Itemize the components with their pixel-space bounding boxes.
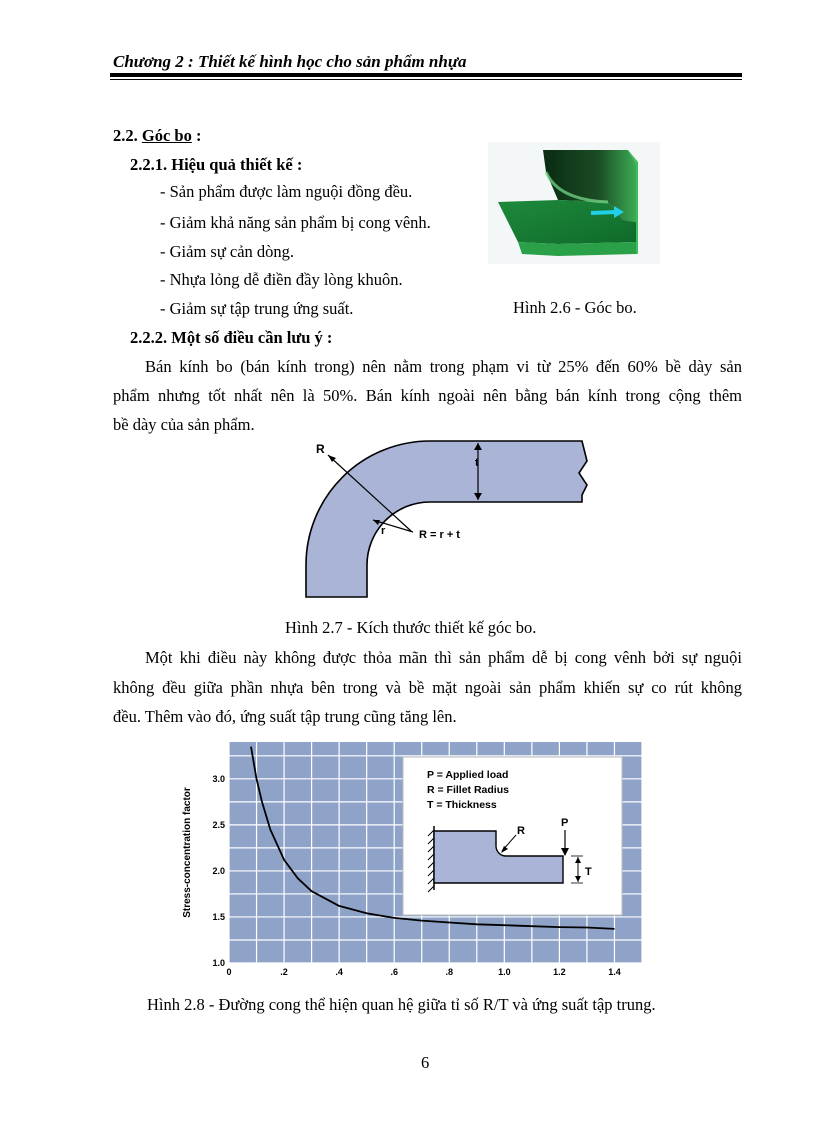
section-colon: : xyxy=(195,126,202,145)
fig-2-8-caption: Hình 2.8 - Đường cong thể hiện quan hệ giữa tỉ số R/T và ứng suất tập trung. xyxy=(147,995,656,1014)
bullet-item: - Giảm sự cản dòng. xyxy=(160,242,295,261)
y-tick-label: 3.0 xyxy=(212,773,225,784)
inset-label-R: R xyxy=(517,825,525,837)
chart-inset xyxy=(403,757,622,915)
inset-label-P: P xyxy=(561,817,569,829)
x-tick-label: 1.0 xyxy=(498,967,511,977)
label-r: r xyxy=(381,525,386,537)
y-tick-label: 1.0 xyxy=(212,958,225,968)
paragraph-line: Một khi điều này không được thỏa mãn thì sản phẩm dễ bị cong vênh bởi sự nguội xyxy=(145,648,742,667)
paragraph-line: không đều giữa phần nhựa bên trong và bề mặt ngoài sản phẩm khiến sự co rút không xyxy=(113,678,742,697)
label-t: t xyxy=(475,457,479,469)
x-tick-label: 1.2 xyxy=(553,967,566,977)
fig-2-8-chart xyxy=(173,738,648,980)
legend-line: T = Thickness xyxy=(427,799,497,811)
x-tick-label: .6 xyxy=(390,967,398,977)
x-tick-label: .8 xyxy=(445,967,454,977)
subsection-2-title: 2.2.2. Một số điều cần lưu ý : xyxy=(130,328,333,347)
bullet-item: - Giảm khả năng sản phẩm bị cong vênh. xyxy=(160,213,431,232)
fig-2-6-fillet-image xyxy=(488,142,660,264)
paragraph-line: đều. Thêm vào đó, ứng suất tập trung cũng tăng lên. xyxy=(113,707,457,726)
inset-label-T: T xyxy=(585,866,592,878)
x-tick-label: .2 xyxy=(280,967,288,977)
bullet-item: - Giảm sự tập trung ứng suất. xyxy=(160,299,354,318)
fig-2-7-caption: Hình 2.7 - Kích thước thiết kế góc bo. xyxy=(285,618,537,637)
x-tick-label: 0 xyxy=(226,967,232,977)
legend-line: P = Applied load xyxy=(427,769,509,781)
y-axis-label: Stress-concentration factor xyxy=(182,787,193,918)
fig-2-7-diagram xyxy=(285,425,618,609)
y-tick-label: 2.5 xyxy=(212,819,225,830)
paragraph-line: phẩm nhưng tốt nhất nên là 50%. Bán kính ngoài nên bằng bán kính trong cộng thêm xyxy=(113,386,742,405)
label-formula: R = r + t xyxy=(419,529,460,541)
x-tick-label: 1.4 xyxy=(608,967,621,977)
bullet-item: - Nhựa lỏng dễ điền đầy lòng khuôn. xyxy=(160,270,403,289)
x-tick-label: .4 xyxy=(335,967,343,977)
page-number: 6 xyxy=(421,1053,430,1072)
section-heading xyxy=(113,128,201,145)
header-rule-thin xyxy=(110,79,742,80)
y-tick-label: 2.0 xyxy=(212,865,225,876)
y-tick-label: 1.5 xyxy=(212,911,225,922)
bullet-item: - Sản phẩm được làm nguội đồng đều. xyxy=(160,182,413,201)
header-rule-thick xyxy=(110,73,742,77)
paragraph-line: Bán kính bo (bán kính trong) nên nằm trong phạm vi từ 25% đến 60% bề dày sản xyxy=(145,357,742,376)
paragraph-line: bề dày của sản phẩm. xyxy=(113,415,255,434)
section-number: 2.2. xyxy=(113,126,138,145)
fig-2-6-caption: Hình 2.6 - Góc bo. xyxy=(513,298,637,317)
legend-line: R = Fillet Radius xyxy=(427,784,509,796)
chapter-header: Chương 2 : Thiết kế hình học cho sản phẩm nhựa xyxy=(113,52,467,71)
subsection-1-title: 2.2.1. Hiệu quả thiết kế : xyxy=(130,155,303,174)
section-title: Góc bo xyxy=(141,126,192,145)
label-R: R xyxy=(316,442,325,456)
